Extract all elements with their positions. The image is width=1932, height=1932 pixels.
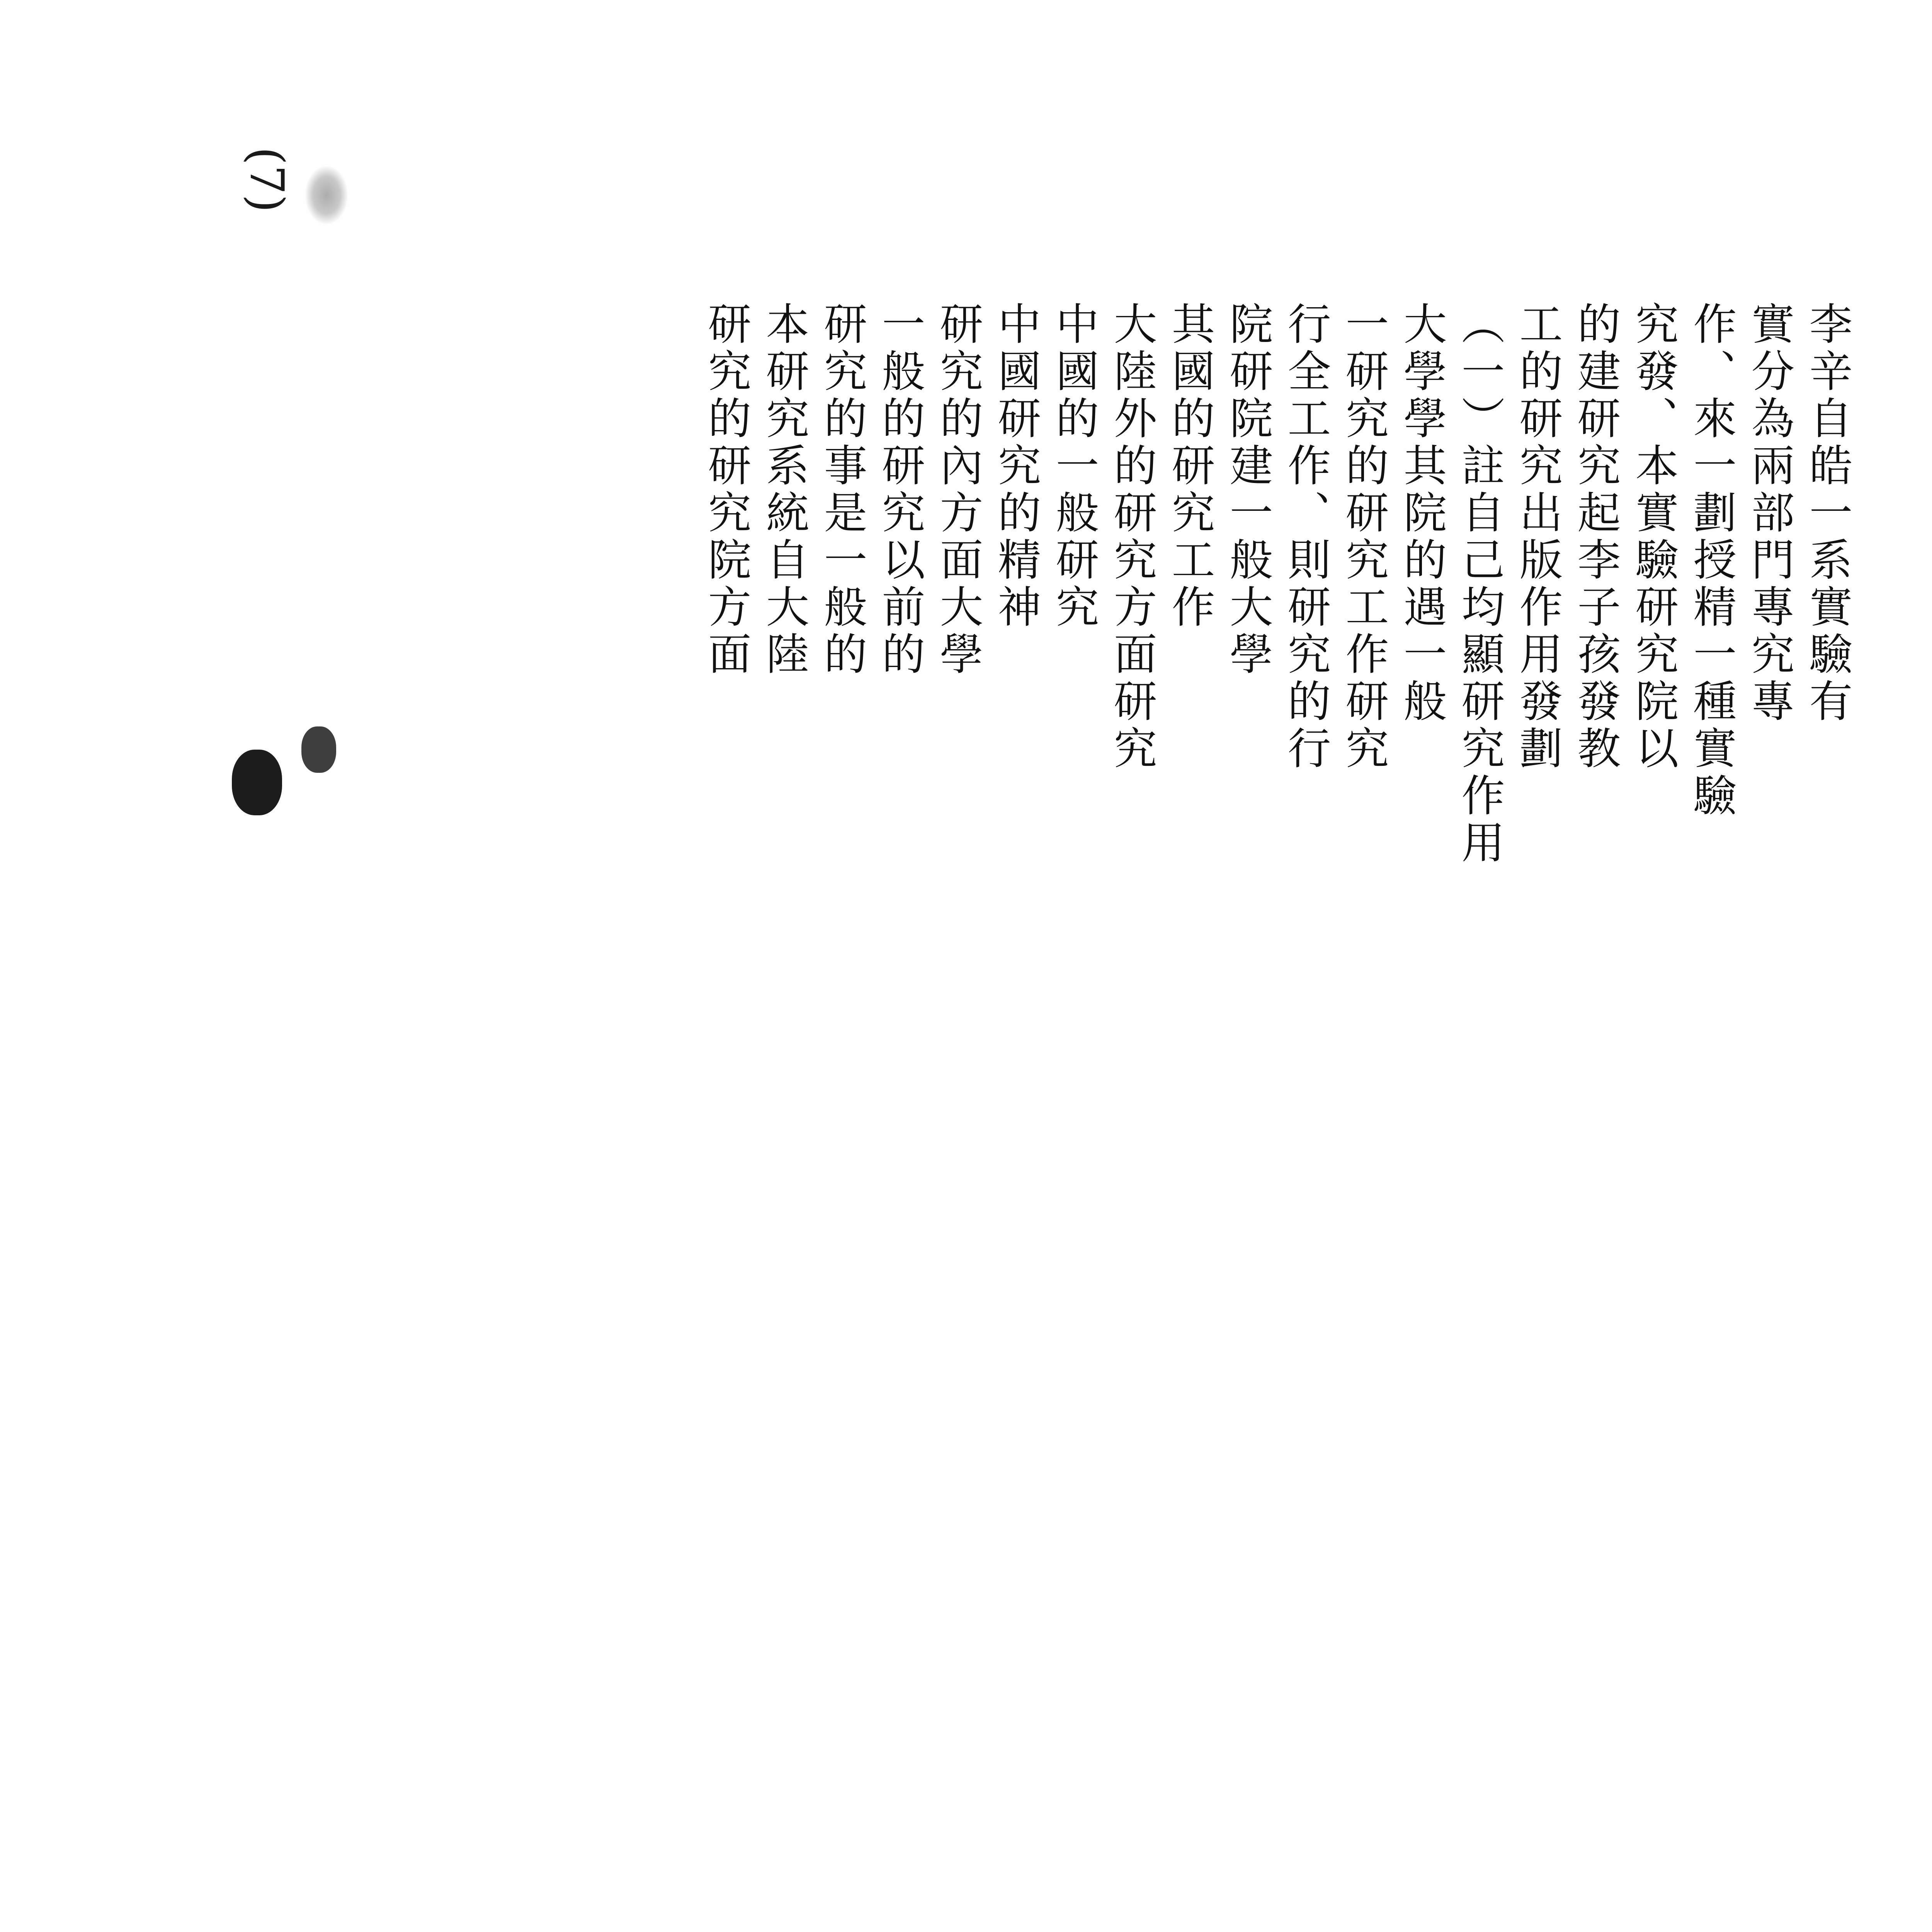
page-number: (7) [240,147,293,213]
text-column: 工的研究出版作用發劃 [1512,301,1563,773]
text-column: 李辛自皓一系實驗有 [1802,301,1852,726]
text-column: 大陸外的研究方面研究 [1107,301,1157,773]
text-column: 行全工作、則研究的行 [1281,301,1331,773]
text-column: 實分為兩部門專究專 [1744,301,1794,726]
text-column: 研究的內方面大學 [933,301,983,679]
ink-blot [232,750,282,815]
text-column: 大學學其院的遇一般 [1396,301,1447,726]
text-column: 中國研究的精神 [991,301,1041,631]
text-column: 中國的一般研究 [1049,301,1099,631]
text-column: 作、來一劃授精一種實驗 [1686,301,1736,820]
text-column: 本研究系統自大陸 [759,301,809,679]
text-column: 其國的研究工作 [1165,301,1215,631]
ink-blot [301,726,336,773]
text-column: 研究的研究院方面 [701,301,751,679]
handwritten-text-body [162,301,1855,1932]
text-column: 研究的事是一般的 [817,301,867,679]
text-column: 院研院建一般大學 [1223,301,1273,679]
text-column: 究發、本實驗研究院以 [1628,301,1679,773]
page-stamp [305,166,348,224]
text-column: 一研究的研究工作研究 [1338,301,1389,773]
text-column: 一般的研究以前的 [875,301,925,679]
text-column: 的建研究起李子孩發教 [1570,301,1621,773]
text-column: （一）註自己均顯研究作用 [1454,301,1505,867]
